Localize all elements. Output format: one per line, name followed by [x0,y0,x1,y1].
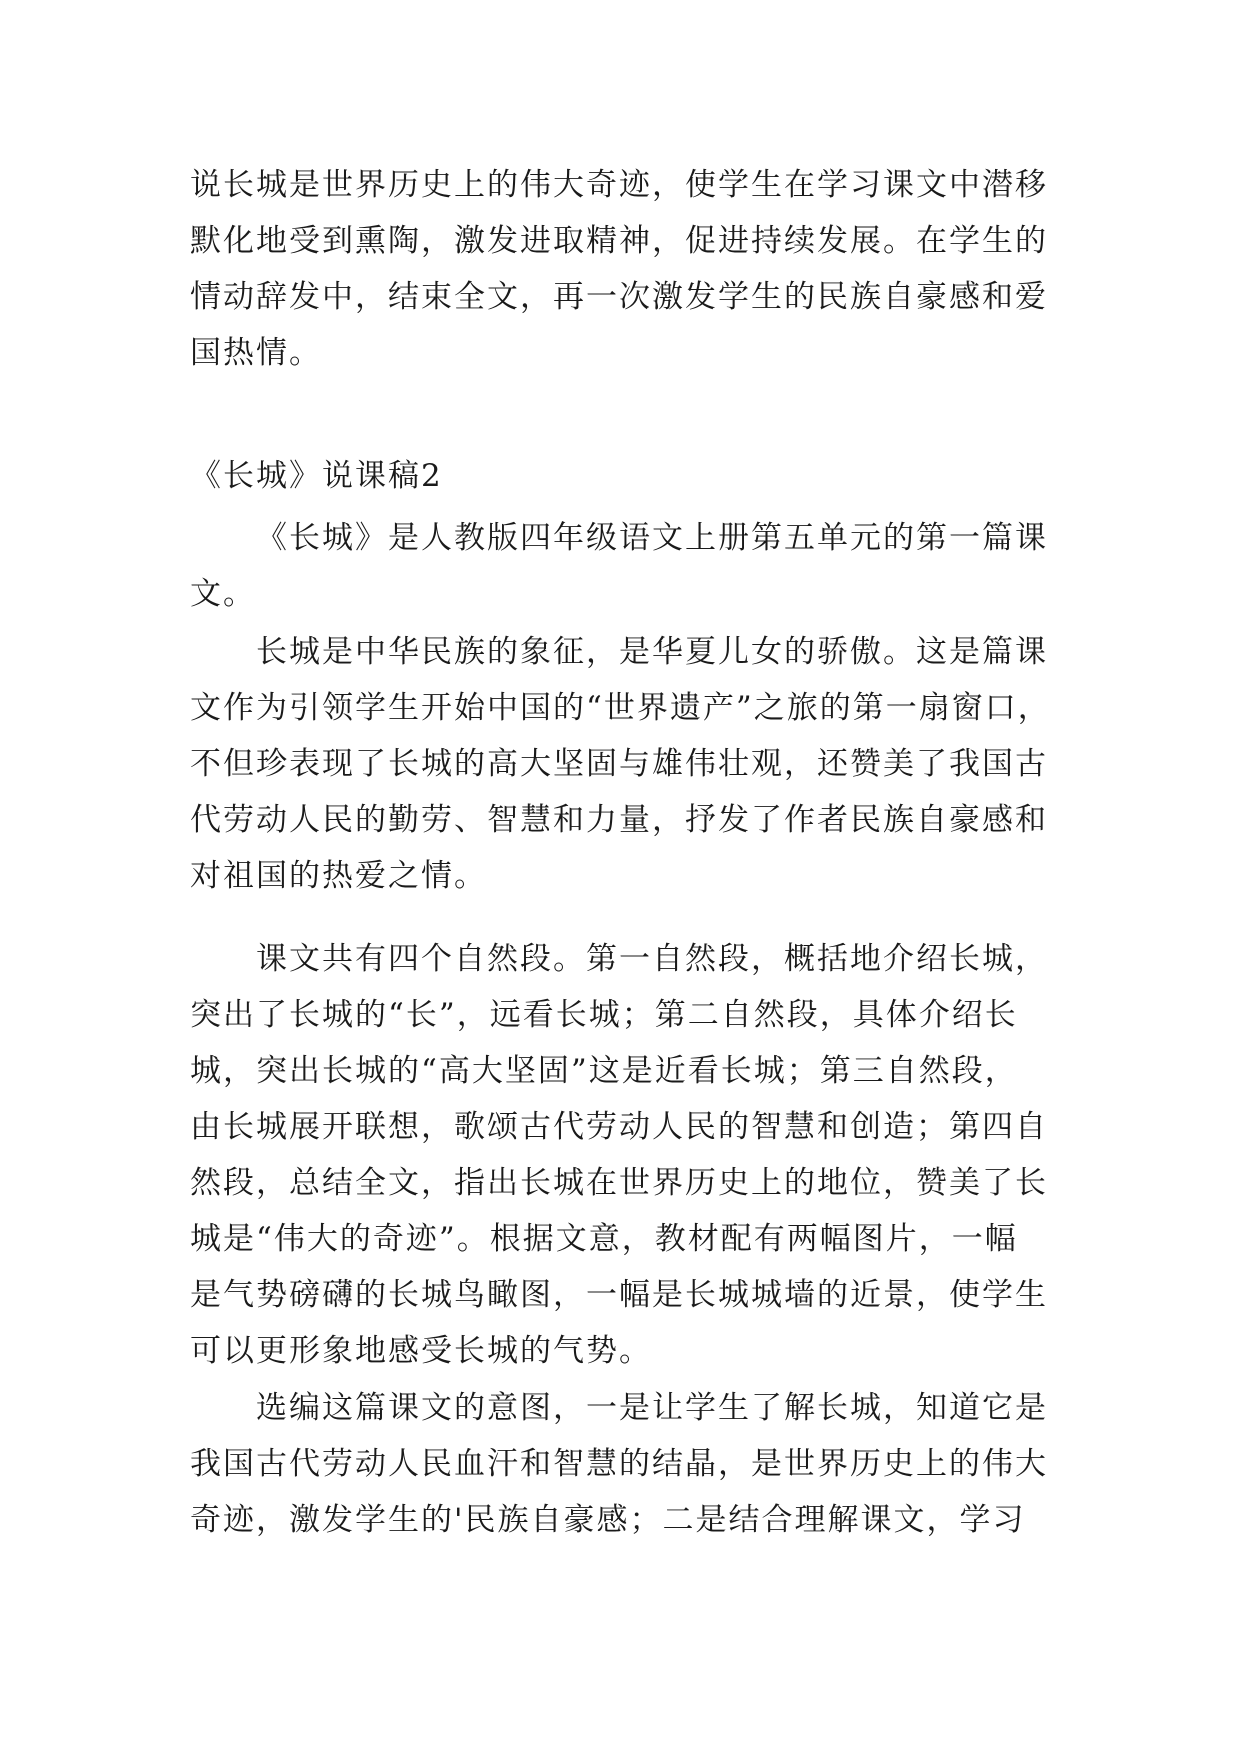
section-heading [190,448,1060,504]
text-line: 不但珍表现了长城的高大坚固与雄伟壮观，还赞美了我国古 [190,746,1048,782]
text-line: 对祖国的热爱之情。 [190,858,487,894]
text-line: 突出了长城的“长”，远看长城；第二自然段，具体介绍长 [190,997,1018,1033]
text-line: 可以更形象地感受长城的气势。 [190,1333,652,1369]
text-line: 课文共有四个自然段。第一自然段，概括地介绍长城， [256,941,1048,977]
text-line: 文。 [190,576,256,612]
text-line: 《长城》是人教版四年级语文上册第五单元的第一篇课 [256,520,1048,556]
continuation-paragraph [190,157,1060,381]
text-line: 我国古代劳动人民血汗和智慧的结晶，是世界历史上的伟大 [190,1446,1048,1482]
text-line: 奇迹，激发学生的'民族自豪感；二是结合理解课文，学习 [190,1502,1026,1538]
text-line: 城是“伟大的奇迹”。根据文意，教材配有两幅图片，一幅 [190,1221,1018,1257]
paragraph-structure [190,931,1060,1379]
text-line: 国热情。 [190,335,322,371]
text-line: 选编这篇课文的意图，一是让学生了解长城，知道它是 [256,1390,1048,1426]
text-line: 然段，总结全文，指出长城在世界历史上的地位，赞美了长 [190,1165,1048,1201]
text-line: 由长城展开联想，歌颂古代劳动人民的智慧和创造；第四自 [190,1109,1048,1145]
text-line: 城，突出长城的“高大坚固”这是近看长城；第三自然段， [190,1053,1018,1089]
text-line: 是气势磅礴的长城鸟瞰图，一幅是长城城墙的近景，使学生 [190,1277,1048,1313]
text-line: 情动辞发中，结束全文，再一次激发学生的民族自豪感和爱 [190,279,1048,315]
text-line: 代劳动人民的勤劳、智慧和力量，抒发了作者民族自豪感和 [190,802,1048,838]
paragraph-intent [190,1380,1060,1548]
heading-text: 《长城》说课稿2 [190,458,443,494]
text-line: 文作为引领学生开始中国的“世界遗产”之旅的第一扇窗口， [190,690,1051,726]
text-line: 默化地受到熏陶，激发进取精神，促进持续发展。在学生的 [190,223,1048,259]
paragraph-symbol [190,624,1060,904]
text-line: 说长城是世界历史上的伟大奇迹，使学生在学习课文中潜移 [190,167,1048,203]
text-line: 长城是中华民族的象征，是华夏儿女的骄傲。这是篇课 [256,634,1048,670]
paragraph-intro [190,510,1060,622]
